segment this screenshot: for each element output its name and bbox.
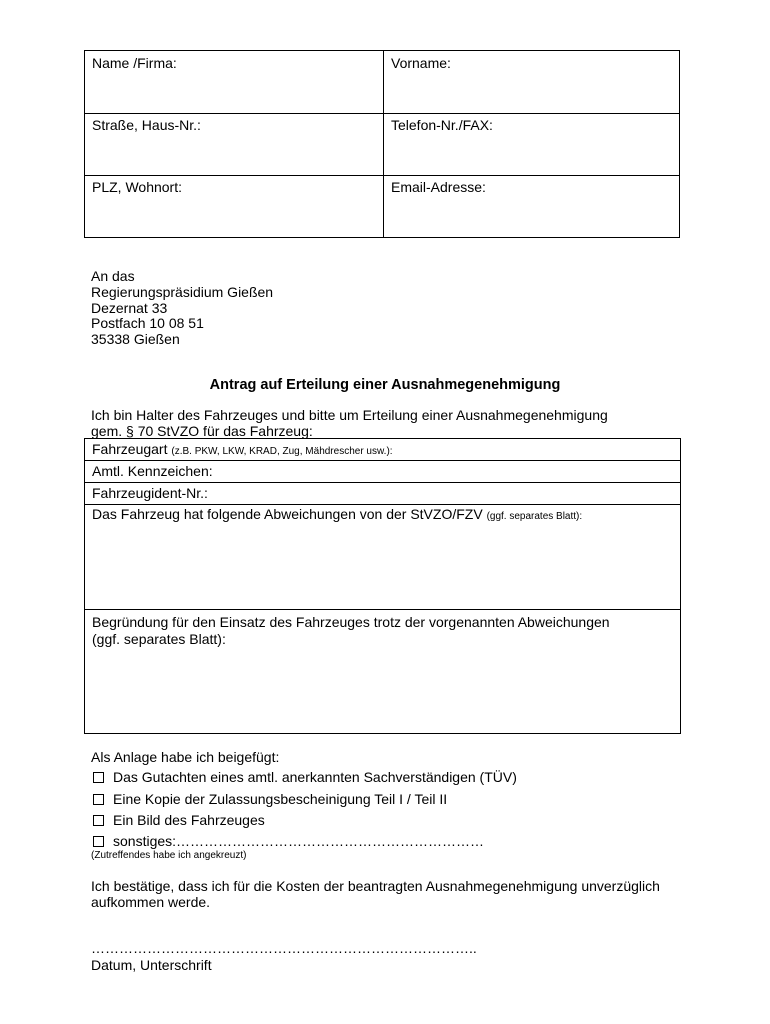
annex-note: (Zutreffendes habe ich angekreuzt) (91, 850, 247, 861)
intro-text (91, 408, 681, 439)
annex-item[interactable] (93, 769, 517, 785)
annex-item-label: Ein Bild des Fahrzeuges (113, 812, 265, 828)
confirmation-text: Ich bestätige, dass ich für die Kosten der beantragten Ausnahmegenehmigung unverzüglich aufkommen werde. (91, 878, 660, 910)
checkbox-icon[interactable] (93, 794, 104, 805)
divider (85, 113, 679, 114)
signature-line[interactable]: ……………………………………………………………………….. (91, 940, 477, 956)
annex-heading: Als Anlage habe ich beigefügt: (91, 749, 280, 765)
strasse-field-label: Straße, Haus-Nr.: (92, 117, 201, 133)
annex-item[interactable] (93, 812, 265, 828)
divider (85, 175, 679, 176)
annex-item-label: Das Gutachten eines amtl. anerkannten Sachverständigen (TÜV) (113, 769, 517, 785)
abweichungen-label (92, 506, 582, 522)
fahrzeugart-label (92, 441, 393, 457)
vehicle-table (84, 438, 681, 734)
address-line: An das (91, 268, 135, 284)
abweichungen-text: Das Fahrzeug hat folgende Abweichungen von der StVZO/FZV (92, 506, 483, 522)
intro-line: gem. § 70 StVZO für das Fahrzeug: (91, 422, 313, 439)
form-title: Antrag auf Erteilung einer Ausnahmegenehmigung (209, 377, 561, 393)
fahrzeugart-hint: (z.B. PKW, LKW, KRAD, Zug, Mähdrescher usw.): (171, 446, 393, 457)
fahrzeugart-text: Fahrzeugart (92, 441, 168, 457)
email-field-label: Email-Adresse: (391, 179, 486, 195)
divider (85, 504, 680, 505)
divider (85, 609, 680, 610)
vorname-field-label: Vorname: (391, 55, 451, 71)
address-line: Regierungspräsidium Gießen (91, 283, 274, 300)
checkbox-icon[interactable] (93, 836, 104, 847)
address-line: Dezernat 33 (91, 299, 168, 316)
kennzeichen-label: Amtl. Kennzeichen: (92, 463, 213, 479)
contact-table (84, 50, 680, 238)
address-line: Postfach 10 08 51 (91, 315, 204, 332)
abweichungen-hint: (ggf. separates Blatt): (486, 511, 583, 522)
divider (85, 482, 680, 483)
annex-item[interactable] (93, 791, 447, 807)
annex-item[interactable] (93, 833, 484, 849)
name-field-label: Name /Firma: (92, 55, 177, 71)
annex-item-label: Eine Kopie der Zulassungsbescheinigung Teil I / Teil II (113, 791, 448, 807)
divider (383, 51, 384, 237)
ident-label: Fahrzeugident-Nr.: (92, 485, 208, 501)
intro-line: Ich bin Halter des Fahrzeuges und bitte um Erteilung einer Ausnahmegenehmigung (91, 407, 608, 423)
annex-item-label: sonstiges:………………………………………………………… (113, 833, 485, 849)
begruendung-label: Begründung für den Einsatz des Fahrzeuges trotz der vorgenannten Abweichungen (92, 614, 610, 630)
begruendung-hint: (ggf. separates Blatt): (92, 631, 226, 647)
divider (85, 460, 680, 461)
signature-label: Datum, Unterschrift (91, 957, 212, 973)
checkbox-icon[interactable] (93, 815, 104, 826)
recipient-address (91, 269, 273, 348)
plz-field-label: PLZ, Wohnort: (92, 179, 183, 195)
address-line: 35338 Gießen (91, 331, 180, 348)
checkbox-icon[interactable] (93, 772, 104, 783)
telefon-field-label: Telefon-Nr./FAX: (391, 117, 493, 133)
